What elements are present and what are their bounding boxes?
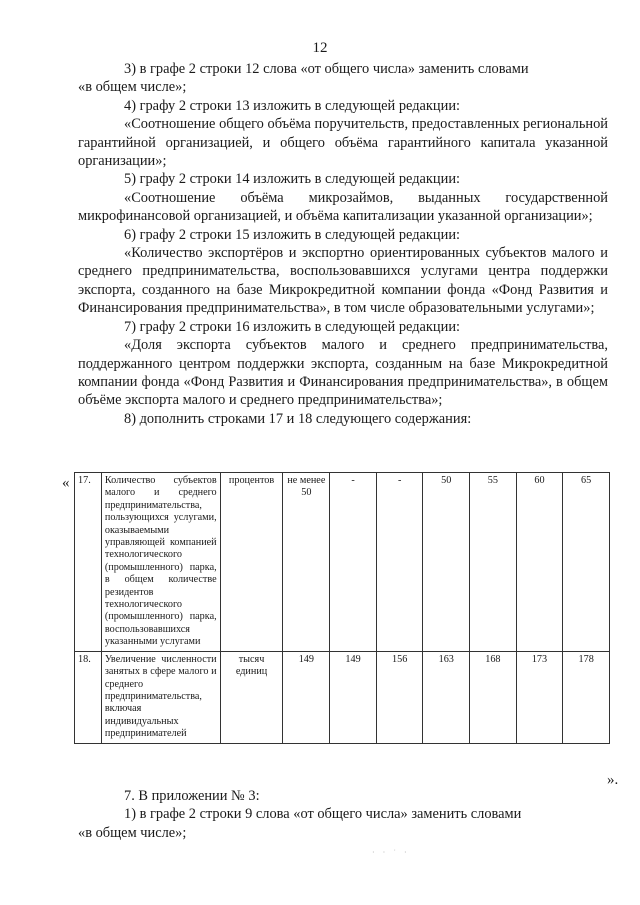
value-cell: - (330, 473, 377, 652)
table-open-quote: « (62, 475, 70, 491)
indicator-table (74, 472, 610, 744)
paragraph: «Количество экспортёров и экспортно ориентированных субъектов малого и среднего предпринимательства, воспользовавшихся услугами центра поддержки экспорта, созданного на базе Микрокредитной компании фонда «Фонд Развития и Финансирования предпринимательства», в том числе образовательными услугами»; (78, 245, 608, 317)
value-cell: 156 (376, 651, 423, 743)
table-row (75, 473, 610, 652)
indicator-name: Количество субъектов малого и среднего предпринимательства, пользующихся услугами, оказываемыми управляющей компанией технологического (промышленного) парка, в общем количестве резидентов технологического (промышленного) парка, воспользовавшихся указанными услугами (101, 473, 220, 652)
value-cell: 60 (516, 473, 563, 652)
paragraph: 1) в графе 2 строки 9 слова «от общего числа» заменить словами (124, 806, 522, 823)
paragraph: 3) в графе 2 строки 12 слова «от общего числа» заменить словами (124, 61, 529, 77)
value-cell: 163 (423, 651, 470, 743)
paragraph: «в общем числе»; (78, 824, 187, 841)
paragraph: 7. В приложении № 3: (124, 788, 260, 804)
value-cell: 173 (516, 651, 563, 743)
unit-cell: процентов (220, 473, 283, 652)
unit-cell: тысяч единиц (220, 651, 283, 743)
paragraph: 7) графу 2 строки 16 изложить в следующей редакции: (124, 318, 461, 335)
table-close-quote: ». (607, 772, 619, 788)
indicator-name: Увеличение численности занятых в сфере малого и среднего предпринимательства, включая индивидуальных предпринимателей (101, 651, 220, 743)
value-cell: 149 (283, 651, 330, 743)
paragraph: 8) дополнить строками 17 и 18 следующего содержания: (124, 410, 472, 427)
value-cell: - (376, 473, 423, 652)
paragraph: «в общем числе»; (78, 79, 187, 96)
value-cell: не менее 50 (283, 473, 330, 652)
value-cell: 65 (563, 473, 610, 652)
row-number: 17. (75, 473, 102, 652)
paragraph: «Доля экспорта субъектов малого и среднего предпринимательства, поддержанного центром поддержки экспорта, созданным на базе Микрокредитной компании фонда «Фонд Развития и Финансирования предпринимательства», в общем объёме экспорта малого и среднего предпринимательства»; (78, 337, 608, 409)
value-cell: 55 (470, 473, 517, 652)
body-text-continued (78, 787, 608, 842)
paragraph: 4) графу 2 строки 13 изложить в следующей редакции: (124, 97, 461, 114)
value-cell: 168 (470, 651, 517, 743)
paragraph: «Соотношение объёма микрозаймов, выданных государственной микрофинансовой организацией, и объёма капитализации указанной организации»; (78, 189, 608, 225)
page-number: 12 (312, 40, 328, 56)
body-text (78, 60, 608, 428)
table-row (75, 651, 610, 743)
value-cell: 50 (423, 473, 470, 652)
value-cell: 178 (563, 651, 610, 743)
row-number: 18. (75, 651, 102, 743)
paragraph: «Соотношение общего объёма поручительств, предоставленных региональной гарантийной организацией, и общего объёма гарантийного капитала указанной организации»; (78, 116, 608, 170)
value-cell: 149 (330, 651, 377, 743)
scan-artifact: · · ˙ · (372, 848, 410, 857)
paragraph: 6) графу 2 строки 15 изложить в следующей редакции: (124, 226, 461, 243)
paragraph: 5) графу 2 строки 14 изложить в следующей редакции: (124, 171, 461, 188)
